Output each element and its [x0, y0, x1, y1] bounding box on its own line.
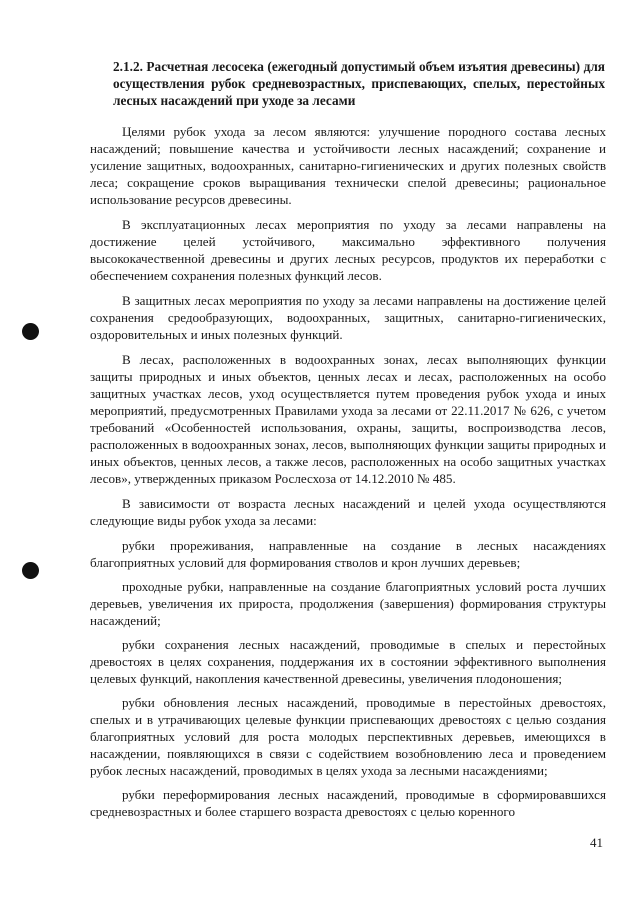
list-item: рубки прореживания, направленные на создание в лесных насаждениях благоприятных условий для формирования стволов и крон лучших деревьев;	[90, 538, 606, 570]
paragraph: В защитных лесах мероприятия по уходу за лесами направлены на достижение целей сохранения средообразующих, водоохранных, защитных, санитарно-гигиенических, оздоровительных и иных полезных функций.	[90, 293, 606, 342]
list-item: рубки сохранения лесных насаждений, проводимые в спелых и перестойных древостоях в целях сохранения, поддержания их в состоянии эффективного выполнения целевых функций, накопления качественной древесины, увеличения плодоношения;	[90, 637, 606, 686]
document-body	[90, 123, 606, 827]
paragraph: В эксплуатационных лесах мероприятия по уходу за лесами направлены на достижение целей устойчивого, максимально эффективного получения высококачественной древесины и других лесных ресурсов, продуктов их переработки с обеспечением сохранения полезных функций лесов.	[90, 217, 606, 283]
list-item: рубки переформирования лесных насаждений, проводимые в сформировавшихся средневозрастных и более старшего возраста древостоях с целью коренного	[90, 787, 606, 819]
page-number: 41	[590, 835, 603, 850]
list-item: рубки обновления лесных насаждений, проводимые в перестойных древостоях, спелых и в утрачивающих целевые функции приспевающих древостоях с целью создания благоприятных условий для роста молодых перспективных деревьев, имеющихся в насаждении, появляющихся в связи с содействием возобновлению леса и проведением рубок лесных насаждений, проводимых в целях ухода за лесными насаждениями;	[90, 695, 606, 778]
punch-hole-mark	[22, 323, 39, 340]
paragraph: В лесах, расположенных в водоохранных зонах, лесах выполняющих функции защиты природных и иных объектов, ценных лесах и лесах, расположенных на особо защитных участках лесов, уход осуществляется путем проведения рубок ухода и иных мероприятий, предусмотренных Правилами ухода за лесами от 22.11.2017 № 626, с учетом требований «Особенностей использования, охраны, защиты, воспроизводства лесов, расположенных в водоохранных зонах, лесов, выполняющих функции защиты природных и иных объектов, ценных лесов, а также лесов, расположенных на особо защитных участках лесов», утвержденных приказом Рослесхоза от 14.12.2010 № 485.	[90, 352, 606, 486]
punch-hole-mark	[22, 562, 39, 579]
paragraph: В зависимости от возраста лесных насаждений и целей ухода осуществляются следующие виды рубок ухода за лесами:	[90, 496, 606, 528]
paragraph: Целями рубок ухода за лесом являются: улучшение породного состава лесных насаждений; повышение качества и устойчивости лесных насаждений; сохранение и усиление защитных, водоохранных, санитарно-гигиенических и других полезных свойств леса; сокращение сроков выращивания технически спелой древесины; рациональное использование ресурсов древесины.	[90, 124, 606, 207]
section-heading: 2.1.2. Расчетная лесосека (ежегодный допустимый объем изъятия древесины) для осуществления рубок средневозрастных, приспевающих, спелых, перестойных лесных насаждений при уходе за лесами	[113, 59, 605, 108]
list-item: проходные рубки, направленные на создание благоприятных условий роста лучших деревьев, увеличения их прироста, продолжения (завершения) формирования структуры насаждений;	[90, 579, 606, 628]
